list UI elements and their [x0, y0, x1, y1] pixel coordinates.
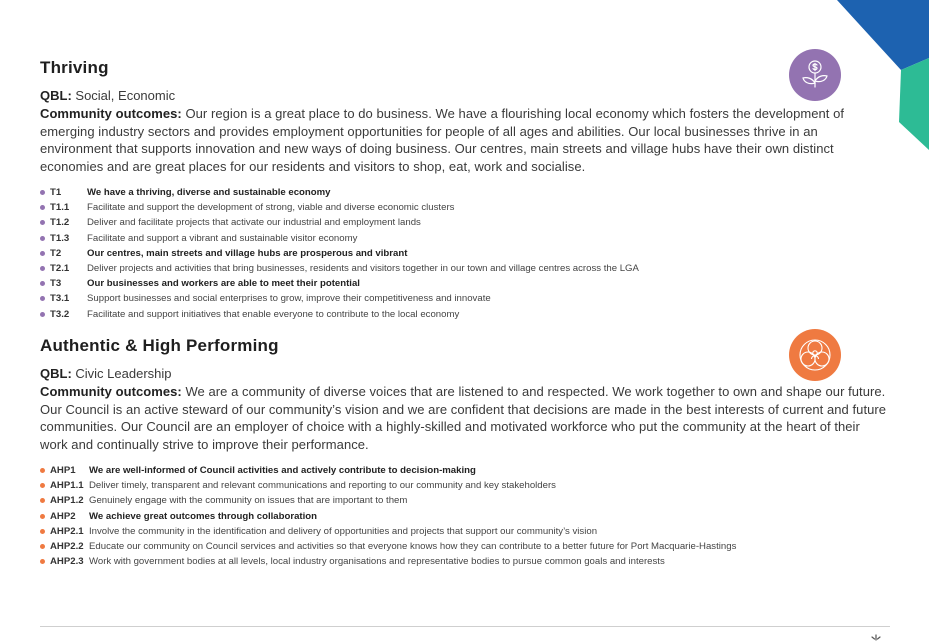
list-item [40, 261, 890, 276]
item-text: Support businesses and social enterprises to grow, improve their competitiveness and innovate [87, 293, 491, 305]
item-code: AHP2.3 [50, 556, 84, 568]
qbl-line [40, 87, 890, 104]
item-text: Facilitate and support initiatives that enable everyone to contribute to the local economy [87, 308, 460, 320]
item-code: T3.1 [50, 293, 70, 305]
bullet-dot [40, 498, 45, 503]
item-code: AHP2.1 [50, 525, 84, 537]
bullet-dot [40, 205, 45, 210]
item-text: Facilitate and support the development of strong, viable and diverse economic clusters [87, 202, 455, 214]
bullet-dot [40, 514, 45, 519]
item-text: Deliver projects and activities that bring businesses, residents and visitors together in our town and village centres across the LGA [87, 263, 639, 275]
item-code: T2.1 [50, 263, 70, 275]
qbl-line [40, 365, 890, 382]
bullet-dot [40, 281, 45, 286]
item-code: T1.2 [50, 217, 70, 229]
item-code: AHP1.1 [50, 480, 84, 492]
footer-divider [40, 626, 890, 627]
qbl-label: QBL: [40, 88, 72, 103]
bullet-dot [40, 220, 45, 225]
outcomes-text: We are a community of diverse voices that are listened to and respected. We work together to own and shape our future. Our Council is an active steward of our community’s vision and we are confident that decisions are made in the best interests of current and future communities. Our Council are an employer of choice with a highly-skilled and motivated workforce who put the community at the heart of their work and continually strive to improve their performance. [40, 384, 887, 452]
bullet-dot [40, 529, 45, 534]
bullet-dot [40, 296, 45, 301]
item-code: T3.2 [50, 308, 70, 320]
item-text: We achieve great outcomes through collaboration [89, 510, 317, 522]
outcomes-label: Community outcomes: [40, 106, 182, 121]
item-text: Deliver and facilitate projects that activate our industrial and employment lands [87, 217, 421, 229]
list-item [40, 231, 890, 246]
strategy-list [40, 463, 890, 569]
list-item [40, 276, 890, 291]
bullet-dot [40, 266, 45, 271]
bullet-dot [40, 251, 45, 256]
bullet-dot [40, 559, 45, 564]
item-code: AHP2 [50, 510, 76, 522]
qbl-value: Social, Economic [71, 88, 176, 103]
list-item [40, 307, 890, 322]
item-text: Our businesses and workers are able to meet their potential [87, 278, 360, 290]
list-item [40, 524, 890, 539]
list-item [40, 215, 890, 230]
bullet-dot [40, 544, 45, 549]
bullet-dot [40, 312, 45, 317]
qbl-label: QBL: [40, 366, 72, 381]
list-item [40, 509, 890, 524]
list-item [40, 493, 890, 508]
item-text: We are well-informed of Council activities and actively contribute to decision-making [89, 465, 476, 477]
bullet-dot [40, 483, 45, 488]
outcomes-label: Community outcomes: [40, 384, 182, 399]
item-code: AHP1.2 [50, 495, 84, 507]
authentic-high-performing-section [40, 336, 890, 569]
item-code: T1 [50, 187, 62, 199]
item-text: Genuinely engage with the community on issues that are important to them [89, 495, 408, 507]
qbl-value: Civic Leadership [71, 366, 172, 381]
list-item [40, 185, 890, 200]
thriving-section [40, 58, 890, 322]
bullet-dot [40, 468, 45, 473]
list-item [40, 291, 890, 306]
outcomes-text: Our region is a great place to do business. We have a flourishing local economy which fosters the development of emerging industry sectors and provides employment opportunities for people of all ages and abilities. Our local businesses thrive in an environment that supports innovation and new ways of doing business. Our centres, main streets and village hubs have their own distinct economies and are great places for our residents and visitors to shop, eat, work and socialise. [40, 106, 845, 174]
item-code: T1.1 [50, 202, 70, 214]
bullet-dot [40, 190, 45, 195]
corner-teal-shape [899, 58, 929, 150]
list-item [40, 539, 890, 554]
section-title: Authentic & High Performing [40, 336, 279, 355]
item-code: AHP1 [50, 465, 76, 477]
list-item [40, 463, 890, 478]
section-title: Thriving [40, 58, 109, 77]
item-text: Work with government bodies at all levels, local industry organisations and representative bodies to pursue common goals and interests [89, 556, 665, 568]
community-outcomes [40, 105, 890, 175]
list-item [40, 246, 890, 261]
item-code: T2 [50, 247, 62, 259]
list-item [40, 200, 890, 215]
item-text: Educate our community on Council services and activities so that everyone knows how they can contribute to a better future for Port Macquarie-Hastings [89, 541, 737, 553]
sparkle-logo-icon [869, 633, 883, 641]
item-text: We have a thriving, diverse and sustainable economy [87, 187, 331, 199]
list-item [40, 478, 890, 493]
item-text: Involve the community in the identification and delivery of opportunities and projects that support our community’s vision [89, 525, 598, 537]
item-text: Facilitate and support a vibrant and sustainable visitor economy [87, 232, 358, 244]
community-outcomes [40, 383, 890, 453]
item-code: AHP2.2 [50, 541, 84, 553]
strategy-list [40, 185, 890, 322]
bullet-dot [40, 236, 45, 241]
item-code: T1.3 [50, 232, 70, 244]
item-code: T3 [50, 278, 62, 290]
list-item [40, 554, 890, 569]
item-text: Deliver timely, transparent and relevant communications and reporting to our community and key stakeholders [89, 480, 556, 492]
item-text: Our centres, main streets and village hubs are prosperous and vibrant [87, 247, 408, 259]
